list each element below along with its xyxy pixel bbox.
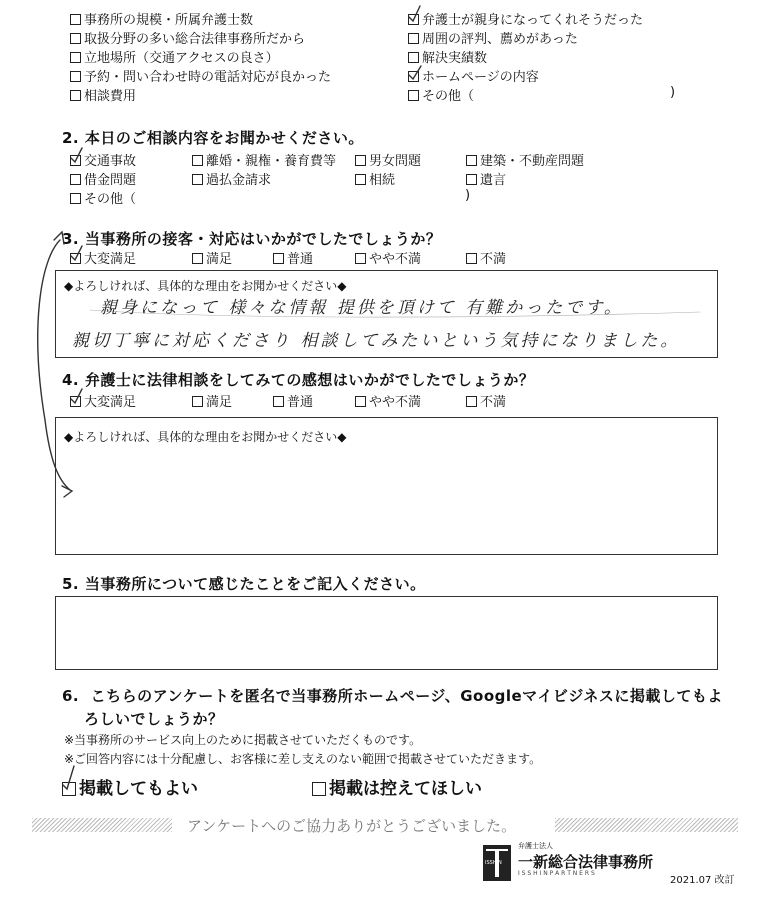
q6-option-yes[interactable]: 掲載してもよい: [62, 774, 198, 799]
revision-label: 2021.07 改訂: [670, 875, 735, 886]
q2-option-divorce[interactable]: 離婚・親権・養育費等: [192, 150, 336, 169]
q2-title: 2. 本日のご相談内容をお聞かせください。: [62, 129, 364, 147]
q4-option-dissatisfied[interactable]: 不満: [466, 391, 506, 410]
q3-option-very-satisfied[interactable]: 大変満足: [70, 248, 136, 267]
q3-option-satisfied[interactable]: 満足: [192, 248, 232, 267]
q2-option-inheritance[interactable]: 相続: [355, 169, 395, 188]
q1-option-location[interactable]: 立地場所（交通アクセスの良さ）: [70, 47, 279, 66]
q4-option-very-satisfied[interactable]: 大変満足: [70, 391, 136, 410]
q2-option-realestate[interactable]: 建築・不動産問題: [466, 150, 584, 169]
q3-option-neutral[interactable]: 普通: [273, 248, 313, 267]
q2-other-close: ): [465, 188, 471, 203]
firm-name-en: I S S H I N P A R T N E R S: [518, 870, 595, 877]
q3-option-slightly-dissatisfied[interactable]: やや不満: [355, 248, 421, 267]
q3-handwriting-line2: 親切丁寧に対応くださり 相談してみたいという気持になりました。: [72, 331, 681, 351]
q4-option-neutral[interactable]: 普通: [273, 391, 313, 410]
arrow-line: [38, 240, 70, 490]
checkmark-traffic: [71, 148, 82, 162]
checkmark-q6-yes: [63, 766, 74, 789]
q6-note2: ※ご回答内容には十分配慮し、お客様に差し支えのない範囲で掲載させていただきます。: [64, 752, 542, 766]
q6-option-no[interactable]: 掲載は控えてほしい: [312, 774, 482, 799]
q3-option-dissatisfied[interactable]: 不満: [466, 248, 506, 267]
q1-option-lawyer-caring[interactable]: 弁護士が親身になってくれそうだった: [408, 9, 643, 28]
q3-reason-label: ◆よろしければ、具体的な理由をお聞かせください◆: [64, 279, 347, 293]
handwriting-baseline: [90, 310, 700, 317]
q6-title-line1: 6. こちらのアンケートを匿名で当事務所ホームページ、Googleマイビジネスに掲載してもよ: [62, 687, 723, 705]
thanks-message: アンケートへのご協力ありがとうございました。: [187, 817, 517, 835]
q3-handwriting-line1: 親身になって 様々な情報 提供を頂けて 有難かったです。: [100, 298, 624, 318]
firm-name: 一新総合法律事務所: [518, 853, 654, 871]
q2-option-overpayment[interactable]: 過払金請求: [192, 169, 271, 188]
checkmark-homepage: [409, 66, 421, 79]
q2-option-other[interactable]: その他（: [70, 188, 136, 207]
q1-option-track-record[interactable]: 解決実績数: [408, 47, 487, 66]
q3-title: 3. 当事務所の接客・対応はいかがでしたでしょうか？: [62, 230, 442, 248]
q1-other-close: ): [670, 85, 676, 100]
q5-title: 5. 当事務所について感じたことをご記入ください。: [62, 575, 426, 593]
q2-option-relationship[interactable]: 男女問題: [355, 150, 421, 169]
q2-option-traffic[interactable]: 交通事故: [70, 150, 136, 169]
q4-option-satisfied[interactable]: 満足: [192, 391, 232, 410]
q1-option-general-firm[interactable]: 取扱分野の多い総合法律事務所だから: [70, 28, 305, 47]
q1-option-reputation[interactable]: 周囲の評判、薦めがあった: [408, 28, 578, 47]
firm-type-label: 弁護士法人: [518, 842, 553, 850]
q6-note1: ※当事務所のサービス向上のために掲載させていただくものです。: [64, 733, 422, 747]
q1-option-fee[interactable]: 相談費用: [70, 85, 136, 104]
q1-option-other[interactable]: その他（: [408, 85, 474, 104]
checkmark-q4-very-satisfied: [71, 389, 82, 403]
q2-option-debt[interactable]: 借金問題: [70, 169, 136, 188]
q1-option-office-size[interactable]: 事務所の規模・所属弁護士数: [70, 9, 253, 28]
q1-option-phone-response[interactable]: 予約・問い合わせ時の電話対応が良かった: [70, 66, 331, 85]
checkmark-q3-very-satisfied: [71, 246, 82, 260]
q6-title-line2: ろしいでしょうか？: [84, 710, 224, 728]
q4-title: 4. 弁護士に法律相談をしてみての感想はいかがでしたでしょうか？: [62, 371, 535, 389]
firm-logo-icon: ISSHIN: [483, 845, 511, 881]
checkmark-lawyer-caring: [409, 6, 420, 21]
arrow-tail-icon: [54, 232, 64, 244]
q2-option-will[interactable]: 遺言: [466, 169, 506, 188]
q1-option-homepage[interactable]: ホームページの内容: [408, 66, 539, 85]
q4-reason-label: ◆よろしければ、具体的な理由をお聞かせください◆: [64, 430, 347, 444]
q4-option-slightly-dissatisfied[interactable]: やや不満: [355, 391, 421, 410]
